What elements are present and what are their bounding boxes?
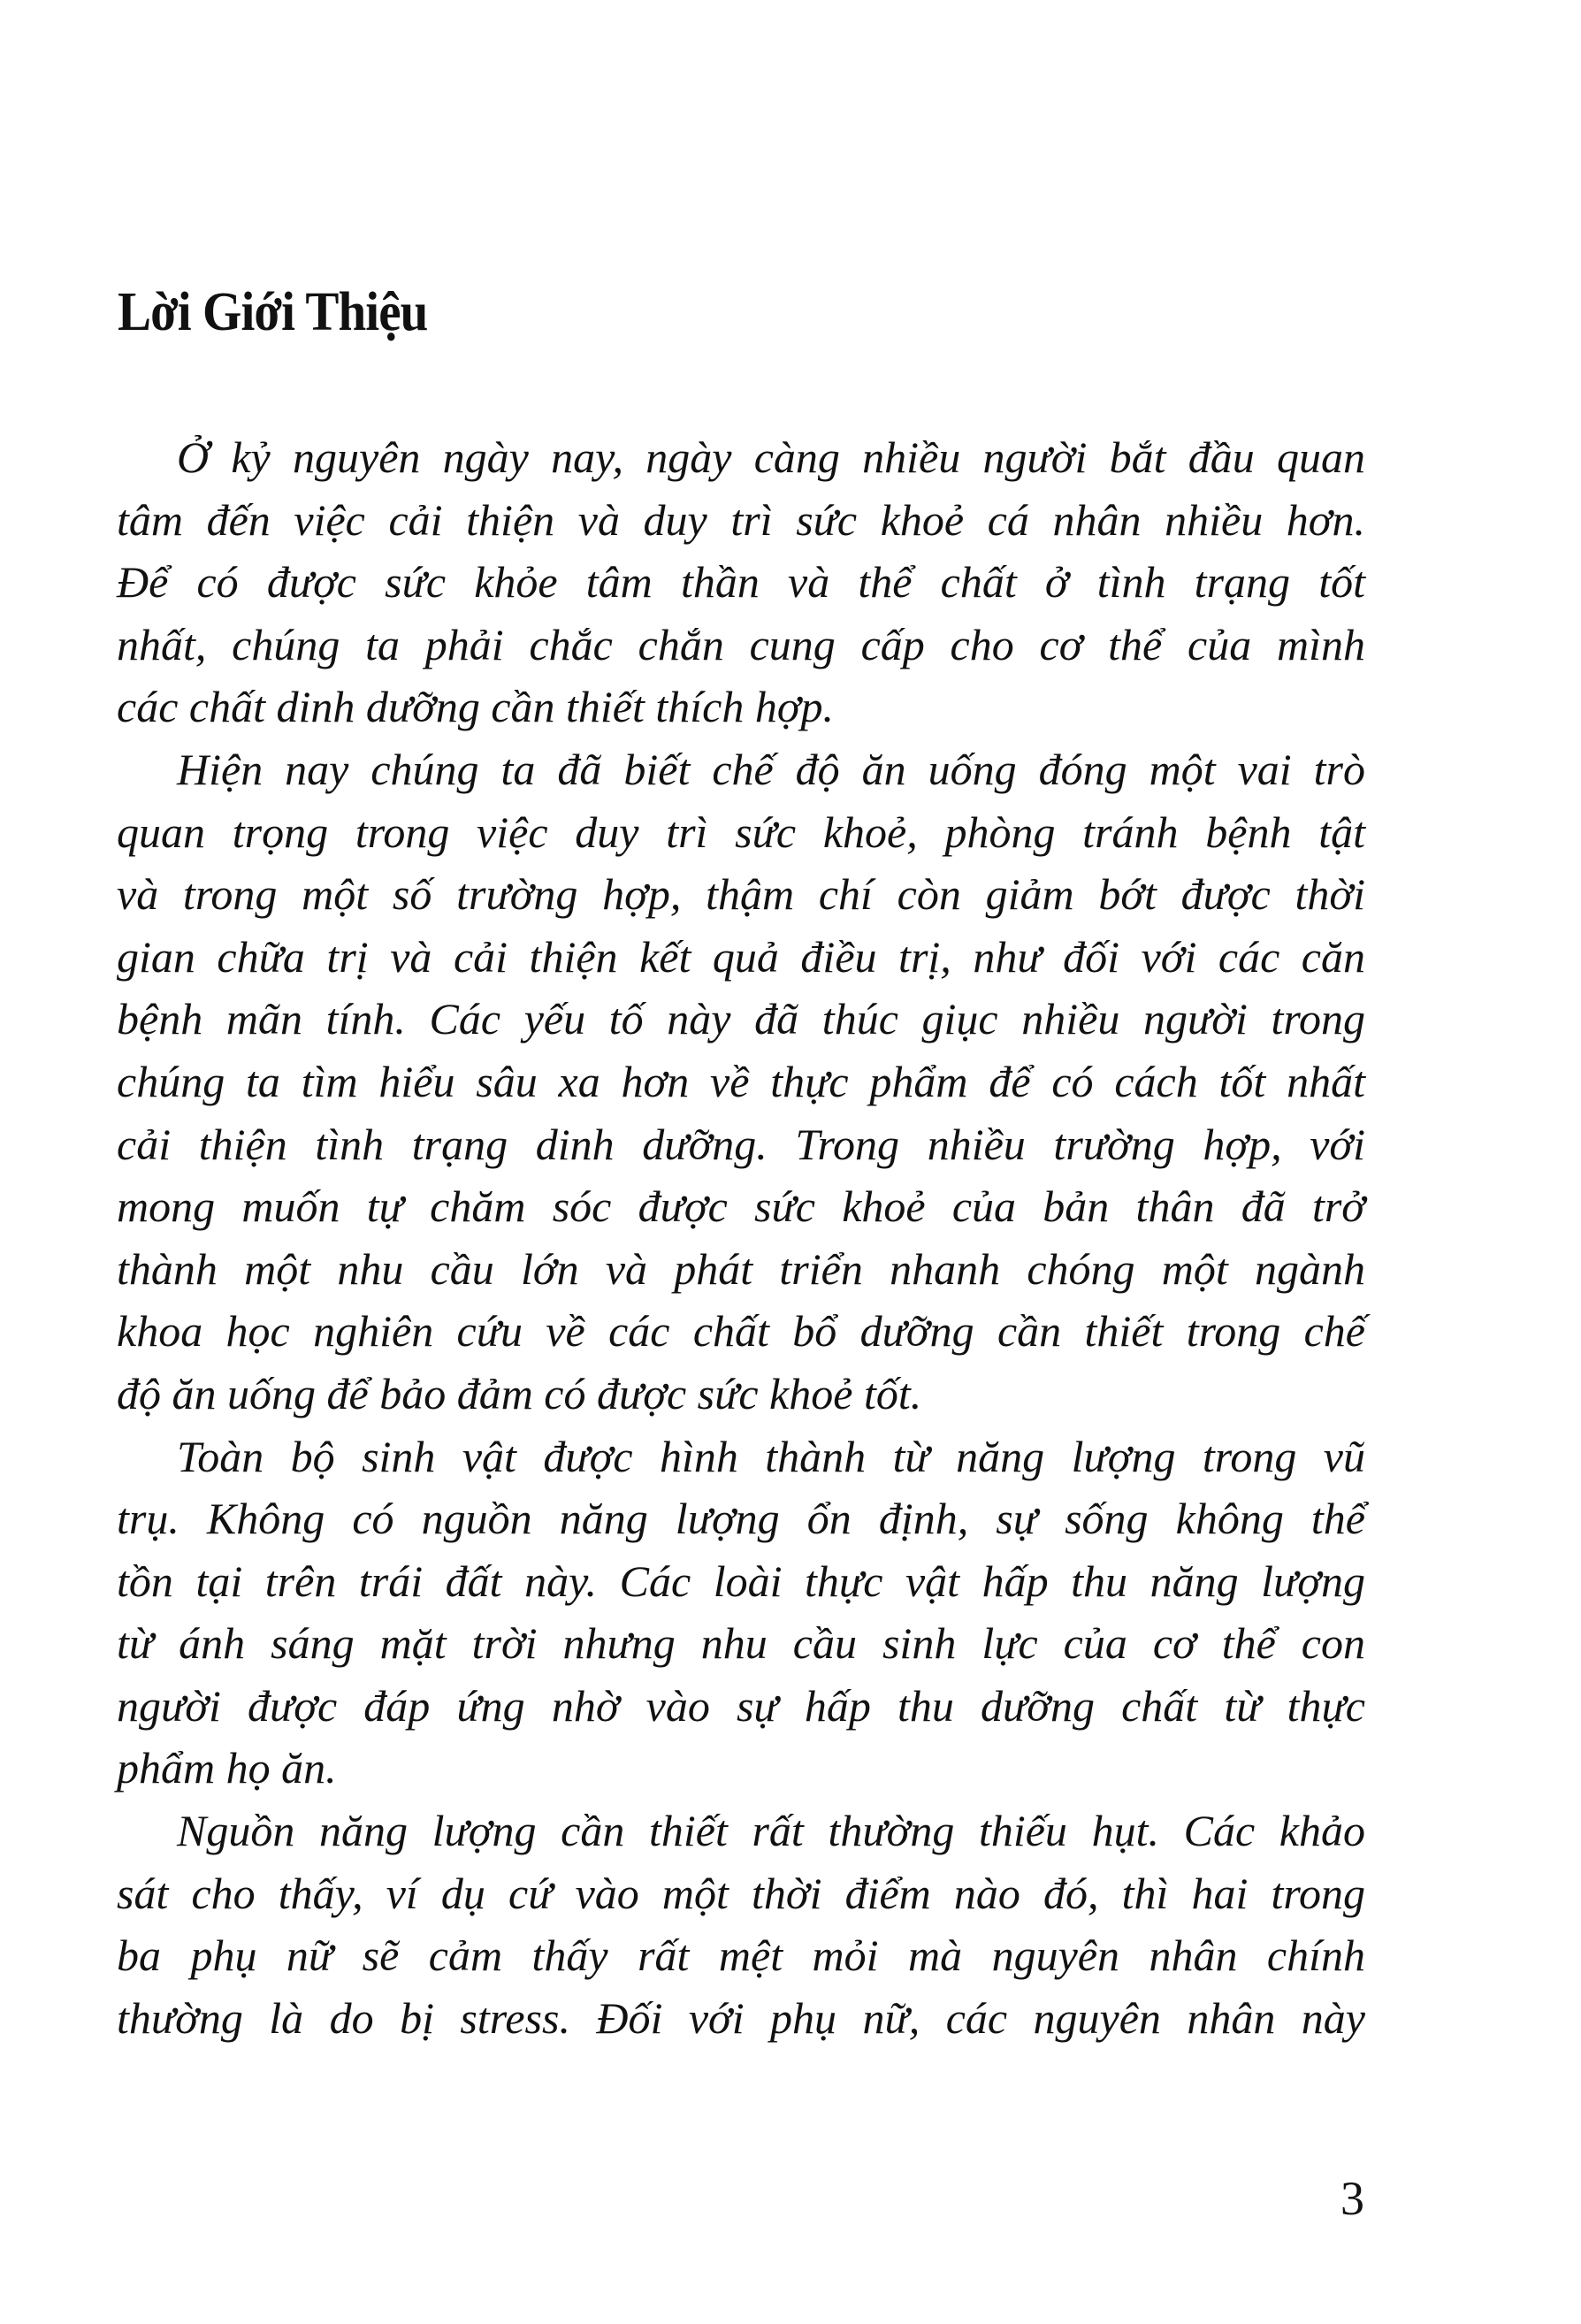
text-line: ba phụ nữ sẽ cảm thấy rất mệt mỏi mà nguyên nhân chính <box>117 1930 1365 1981</box>
text-line: khoa học nghiên cứu về các chất bổ dưỡng cần thiết trong chế <box>117 1306 1365 1357</box>
text-line: phẩm họ ăn. <box>117 1743 337 1793</box>
text-line: chúng ta tìm hiểu sâu xa hơn về thực phẩm để có cách tốt nhất <box>117 1056 1365 1106</box>
text-line: Hiện nay chúng ta đã biết chế độ ăn uống đóng một vai trò <box>177 744 1365 794</box>
text-line: tâm đến việc cải thiện và duy trì sức khoẻ cá nhân nhiều hơn. <box>117 494 1365 545</box>
text-line: sát cho thấy, ví dụ cứ vào một thời điểm nào đó, thì hai trong <box>117 1868 1365 1918</box>
body-text <box>117 426 1365 2049</box>
text-line: thành một nhu cầu lớn và phát triển nhanh chóng một ngành <box>117 1243 1365 1294</box>
text-line: Ở kỷ nguyên ngày nay, ngày càng nhiều người bắt đầu quan <box>177 432 1365 482</box>
text-line: từ ánh sáng mặt trời nhưng nhu cầu sinh lực của cơ thể con <box>117 1618 1365 1669</box>
text-line: Nguồn năng lượng cần thiết rất thường thiếu hụt. Các khảo <box>177 1806 1365 1856</box>
text-line: tồn tại trên trái đất này. Các loài thực vật hấp thu năng lượng <box>117 1556 1365 1606</box>
text-line: thường là do bị stress. Đối với phụ nữ, các nguyên nhân này <box>117 1992 1365 2043</box>
paragraph <box>117 426 1365 738</box>
paragraph <box>117 1426 1365 1800</box>
paragraph <box>117 1800 1365 2049</box>
page-title: Lời Giới Thiệu <box>118 282 428 342</box>
text-line: Toàn bộ sinh vật được hình thành từ năng lượng trong vũ <box>177 1431 1365 1481</box>
text-line: và trong một số trường hợp, thậm chí còn giảm bớt được thời <box>117 869 1365 920</box>
text-line: bệnh mãn tính. Các yếu tố này đã thúc giục nhiều người trong <box>117 994 1365 1044</box>
text-line: cải thiện tình trạng dinh dưỡng. Trong nhiều trường hợp, với <box>117 1119 1365 1169</box>
text-line: gian chữa trị và cải thiện kết quả điều trị, như đối với các căn <box>117 931 1365 982</box>
text-line: trụ. Không có nguồn năng lượng ổn định, sự sống không thể <box>117 1494 1365 1544</box>
text-line: Để có được sức khỏe tâm thần và thể chất ở tình trạng tốt <box>117 557 1365 608</box>
text-line: quan trọng trong việc duy trì sức khoẻ, phòng tránh bệnh tật <box>117 807 1365 857</box>
page-number: 3 <box>1340 2172 1364 2225</box>
text-line: các chất dinh dưỡng cần thiết thích hợp. <box>117 682 835 732</box>
text-line: mong muốn tự chăm sóc được sức khoẻ của bản thân đã trở <box>117 1181 1365 1232</box>
text-line: nhất, chúng ta phải chắc chắn cung cấp cho cơ thể của mình <box>117 619 1365 669</box>
text-line: người được đáp ứng nhờ vào sự hấp thu dưỡng chất từ thực <box>117 1680 1365 1731</box>
paragraph <box>117 738 1365 1426</box>
text-line: độ ăn uống để bảo đảm có được sức khoẻ tốt. <box>117 1368 922 1418</box>
